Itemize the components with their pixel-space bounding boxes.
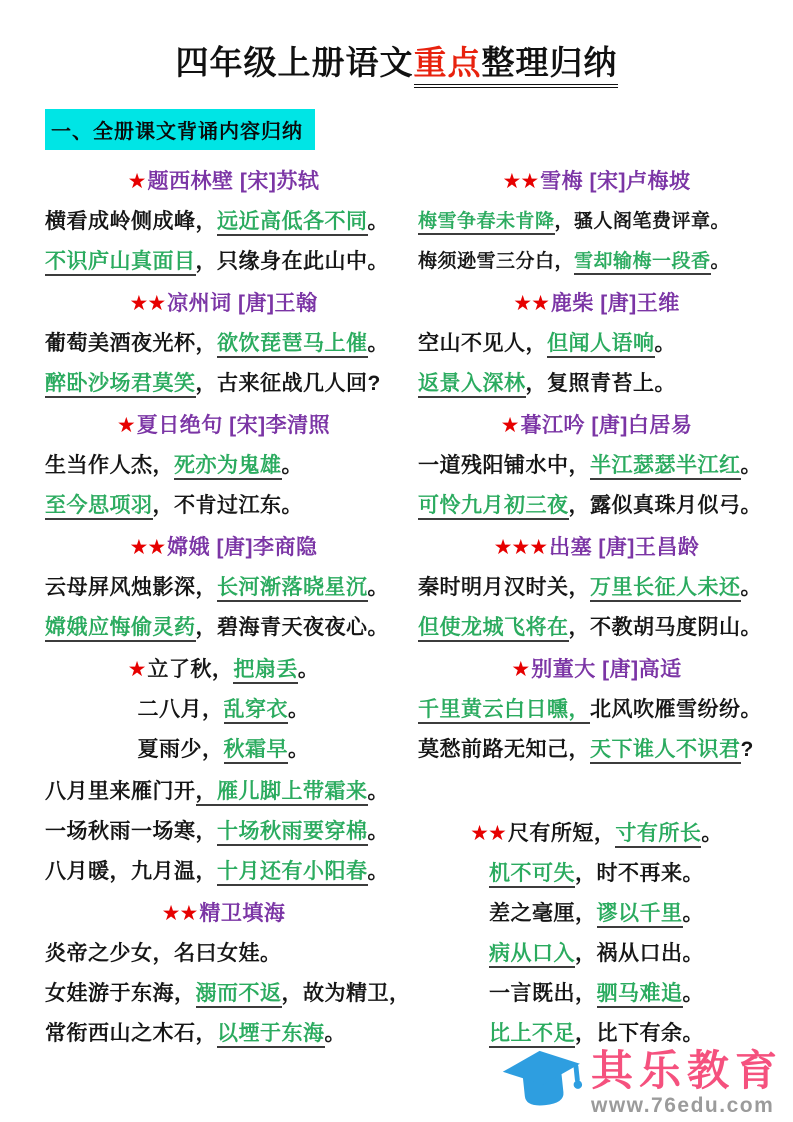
poem-title [45,406,402,446]
brand-text-group [591,1049,783,1117]
highlighted-text: 欲饮琵琶马上催 [217,332,368,358]
highlighted-text: 驷马难追 [597,982,683,1008]
highlighted-text: 但闻人语响 [547,332,655,358]
star-icon: ★ [116,413,135,437]
plain-text: 。 [740,453,762,477]
poem-line [45,1014,402,1054]
star-icon: ★ [127,169,146,193]
plain-text: 尺有所短， [507,821,616,845]
poem-line [45,568,402,608]
star-icon: ★★★ [493,535,548,559]
poem-line [418,364,775,404]
plain-text: 立了秋， [147,657,234,681]
plain-text: ，只缘身在此山中。 [195,249,389,273]
plain-text: 云母屏风烛影深， [45,575,217,599]
page-title-highlight: 重点 [413,44,482,81]
star-icon: ★★ [470,821,506,845]
highlighted-text: 半江瑟瑟半江红 [590,454,741,480]
plain-text: 。 [367,209,389,233]
plain-text: 。 [367,779,389,803]
plain-text: 八月里来雁门开 [45,779,196,803]
highlighted-text: 不识庐山真面目 [45,250,196,276]
plain-text: 。 [297,657,320,681]
poem-line [45,852,402,892]
poem-title-text: 鹿柴 [唐]王维 [550,291,680,315]
highlighted-text: 千里黄云白日曛， [418,698,590,724]
plain-text: ，不肯过江东。 [152,493,303,517]
highlighted-text: 机不可失 [489,862,575,888]
poem-block [418,162,775,282]
poem-line [418,568,775,608]
highlighted-text: 十场秋雨要穿棉 [217,820,368,846]
poem-block [45,284,402,404]
poem-line [45,650,402,690]
plain-text: ，故为精卫， [281,981,411,1005]
plain-text: 一道残阳铺水中， [418,453,590,477]
highlighted-text: 把扇丢 [233,658,298,684]
poem-title [45,284,402,324]
highlighted-text: 乱穿衣 [224,698,289,724]
plain-text: 。 [288,697,310,721]
plain-text: 常衔西山之木石， [45,1021,217,1045]
poem-line [45,974,411,1014]
poem-line [45,202,402,242]
plain-text: 一场秋雨一场寒， [45,819,217,843]
brand-url: www.76edu.com [590,1093,775,1117]
plain-text: 横看成岭侧成峰， [45,209,217,233]
highlighted-text: 秋霜早 [224,738,289,764]
plain-text: ，骚人阁笔费评章。 [554,210,731,232]
plain-text: ，比下有余。 [575,1021,704,1045]
star-icon: ★★ [129,291,166,315]
poem-line [418,934,775,974]
page-title-suffix: 整理归纳 [481,44,618,81]
highlighted-text: 谬以千里 [597,902,683,928]
highlighted-text: 溺而不返 [196,982,282,1008]
plain-text: 。 [682,901,704,925]
plain-text: 莫愁前路无知己， [418,737,590,761]
poem-line [45,364,402,404]
plain-text: 炎帝之少女，名曰女娃。 [45,941,282,965]
poem-title [418,284,775,324]
plain-text: 。 [701,821,723,845]
poem-block [418,406,775,526]
page-title-underlined [414,44,618,88]
poem-line [45,730,402,770]
poem-block [418,528,775,648]
poem-title-text: 别董大 [唐]高适 [531,657,682,681]
poem-block [418,650,775,770]
highlighted-text: 长河渐落晓星沉 [217,576,368,602]
poem-line [418,486,775,526]
poem-line [418,608,775,648]
plain-text: 二八月， [137,697,224,721]
poem-block [45,162,402,282]
poem-line [45,486,402,526]
plain-text: ? [740,737,754,761]
poem-title-text: 雪梅 [宋]卢梅坡 [540,169,691,193]
poem-line [45,608,402,648]
page-title [0,42,793,85]
poem-title [45,894,402,934]
poem-block [45,650,402,770]
poem-line [418,242,775,282]
star-icon: ★★ [161,901,198,925]
page-title-prefix: 四年级上册语文 [175,44,414,81]
poem-line [45,812,402,852]
plain-text: 。 [740,575,762,599]
plain-text: 。 [367,819,389,843]
poem-line [45,934,402,974]
highlighted-text: 醉卧沙场君莫笑 [45,372,196,398]
highlighted-text: 病从口入 [489,942,575,968]
poem-title-text: 凉州词 [唐]王翰 [167,291,318,315]
highlighted-text: 比上不足 [489,1022,575,1048]
poem-line [45,242,402,282]
highlighted-text: 以堙于东海 [217,1022,325,1048]
poem-block [45,894,411,1054]
plain-text: 。 [288,737,310,761]
poem-block [45,528,402,648]
plain-text: 一言既出， [489,981,597,1005]
plain-text: ，露似真珠月似弓。 [568,493,762,517]
highlighted-text: 死亦为鬼雄 [174,454,282,480]
plain-text: 八月暖，九月温， [45,859,217,883]
plain-text: 葡萄美酒夜光杯， [45,331,217,355]
plain-text: 生当作人杰， [45,453,174,477]
poem-line [418,894,775,934]
highlighted-text: 雪却输梅一段香 [574,251,711,275]
plain-text: 秦时明月汉时关， [418,575,590,599]
poem-title [418,528,775,568]
plain-text: 梅须逊雪三分白， [418,250,575,272]
highlighted-text: 嫦娥应悔偷灵药 [45,616,196,642]
plain-text: ，古来征战几人回? [195,371,381,395]
plain-text: 。 [281,453,303,477]
plain-text: 女娃游于东海， [45,981,196,1005]
plain-text: 。 [367,575,389,599]
poem-title-text: 暮江吟 [唐]白居易 [520,413,693,437]
poem-line [45,772,402,812]
poem-line [45,446,402,486]
poem-title [45,528,402,568]
highlighted-text: 十月还有小阳春 [217,860,368,886]
star-icon: ★ [511,657,530,681]
brand-name: 其乐教育 [590,1047,783,1095]
poem-title-text: 精卫填海 [199,901,286,925]
poem-title-text: 夏日绝句 [宋]李清照 [136,413,331,437]
graduation-cap-icon [499,1041,587,1122]
poem-line [418,446,775,486]
star-icon: ★ [500,413,519,437]
poem-line [418,814,775,854]
poem-line [45,690,402,730]
poem-title-text: 出塞 [唐]王昌龄 [549,535,700,559]
plain-text: ，碧海青天夜夜心。 [195,615,389,639]
plain-text: 北风吹雁雪纷纷。 [590,697,762,721]
brand-watermark [503,1045,783,1122]
poem-title-text: 题西林壁 [宋]苏轼 [147,169,320,193]
poem-line [418,690,775,730]
plain-text: 空山不见人， [418,331,547,355]
highlighted-text: 可怜九月初三夜 [418,494,569,520]
section-header: 一、全册课文背诵内容归纳 [45,109,315,150]
plain-text: ，不教胡马度阴山。 [568,615,762,639]
highlighted-text: 梅雪争春未肯降 [418,211,555,235]
poem-line [418,730,775,770]
highlighted-text: 天下谁人不识君 [590,738,741,764]
poem-line [418,324,775,364]
poem-block [418,284,775,404]
poem-columns [0,156,793,1056]
poem-line [45,324,402,364]
poem-block [45,406,402,526]
poem-line [418,854,775,894]
plain-text: ， [196,780,218,806]
poem-block [45,772,402,892]
highlighted-text: 但使龙城飞将在 [418,616,569,642]
star-icon: ★★ [513,291,549,315]
highlighted-text: 万里长征人未还 [590,576,741,602]
plain-text: 。 [367,331,389,355]
plain-text: ，时不再来。 [575,861,704,885]
highlighted-text: 雁儿脚上带霜来 [217,780,368,806]
poem-title [418,406,775,446]
poem-block [418,814,775,1054]
poem-line [418,974,775,1014]
poem-title [418,162,775,202]
highlighted-text: 远近高低各不同 [217,210,368,236]
highlighted-text: 寸有所长 [615,822,701,848]
plain-text: 。 [367,859,389,883]
plain-text: ，祸从口出。 [575,941,704,965]
plain-text: 差之毫厘， [489,901,597,925]
plain-text: 。 [654,331,676,355]
plain-text: 夏雨少， [137,737,224,761]
right-column [418,162,775,1056]
poem-line [418,202,775,242]
plain-text: 。 [710,250,731,272]
poem-title [45,162,402,202]
star-icon: ★★ [129,535,166,559]
poem-title-text: 嫦娥 [唐]李商隐 [167,535,318,559]
plain-text: ，复照青苔上。 [525,371,676,395]
star-icon: ★★ [502,169,539,193]
poem-title [418,650,775,690]
star-icon: ★ [127,657,146,681]
left-column [45,162,411,1056]
highlighted-text: 返景入深林 [418,372,526,398]
plain-text: 。 [682,981,704,1005]
plain-text: 。 [324,1021,346,1045]
highlighted-text: 至今思项羽 [45,494,153,520]
